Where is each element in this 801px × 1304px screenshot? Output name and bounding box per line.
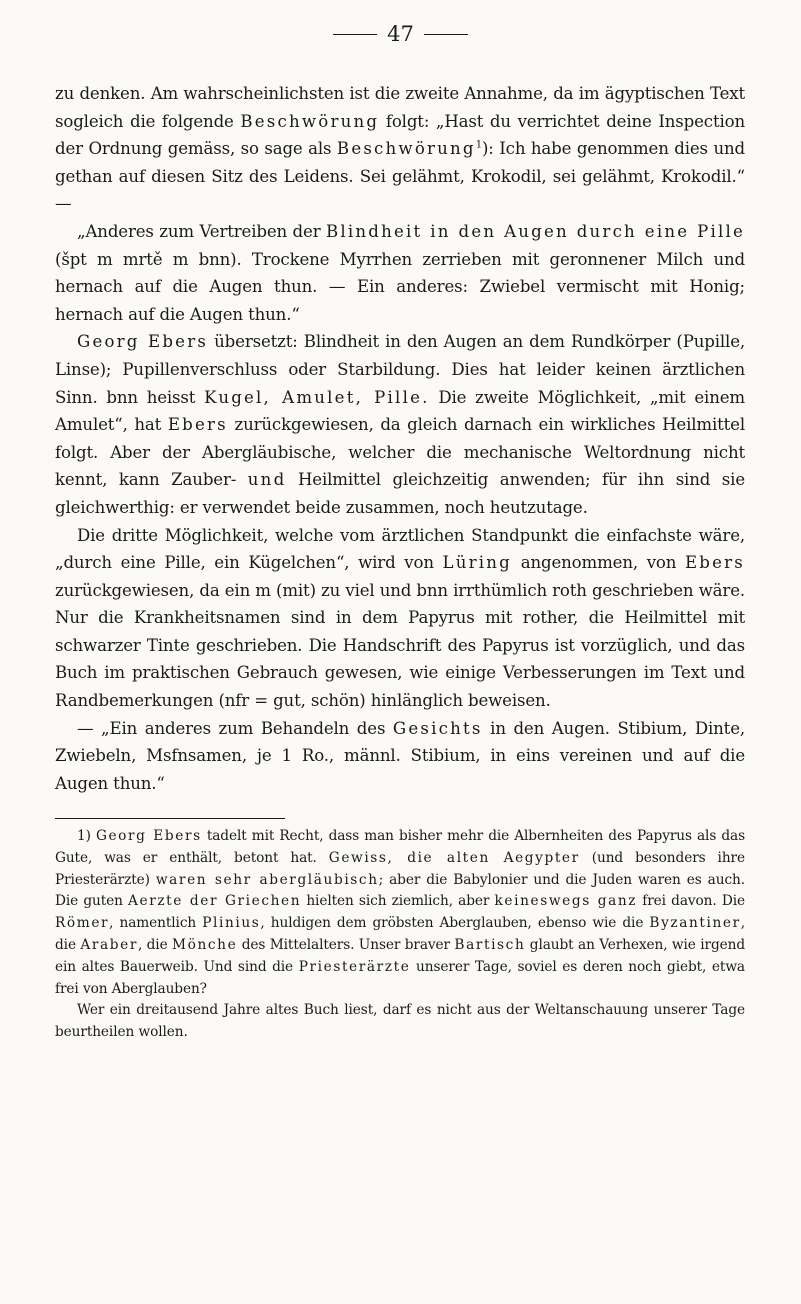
spaced-term: Aerzte der Griechen (128, 893, 302, 910)
text-run: (und besonders ihre Priesterärzte) (55, 849, 745, 888)
footnote-divider (55, 818, 285, 819)
header-dash-right (424, 34, 468, 35)
paragraph-4 (55, 522, 745, 715)
spaced-term: Gewiss, die alten Aegypter (328, 849, 580, 866)
author-name: Georg Ebers (95, 828, 202, 844)
text-run: zurückgewiesen, da ein m (mit) zu viel und bnn irrthümlich roth geschrieben wäre. Nur die Krankheitsnamen sind in dem Papyrus mit rother, die Heilmittel mit schwarzer Tinte geschrieben. Die Handschrift des Papyrus ist vorzüglich, und das Buch im praktischen Gebrauch gewesen, wie einige Verbesserungen im Text und Randbemerkungen (nfr = gut, schön) hinlänglich beweisen. (55, 580, 745, 711)
spaced-term: Beschwörung (240, 111, 380, 131)
page-number: 47 (387, 22, 414, 46)
text-run: ; aber die Babylonier und die Juden waren es auch. Die guten (55, 871, 745, 910)
footnote-number: 1) (77, 828, 96, 844)
text-run: unserer Tage, soviel es deren noch giebt, etwa frei von Aberglauben? (55, 958, 745, 997)
text-run: , die (137, 936, 173, 953)
text-run: , huldigen dem gröbsten Aberglauben, ebenso wie die (260, 915, 650, 932)
text-run: angenommen, von (512, 553, 685, 573)
text-run: hielten sich ziemlich, aber (301, 893, 495, 910)
text-run: zurückgewiesen, da gleich darnach ein wirkliches Heilmittel folgt. Aber der Abergläubische, welcher die mechanische Weltordnung nicht kennt, kann Zauber- (55, 415, 745, 490)
text-run: des Mittelalters. Unser braver (237, 936, 455, 953)
spaced-term: waren sehr abergläubisch (155, 871, 379, 888)
spaced-term: und (247, 470, 287, 490)
spaced-term: Priesterärzte (298, 958, 411, 975)
text-run: folgt: „Hast du verrichtet deine Inspection der Ordnung gemäss, so sage als (55, 111, 745, 159)
spaced-term: Römer (55, 915, 110, 932)
spaced-term: Gesichts (392, 718, 483, 738)
footnote-2: Wer ein dreitausend Jahre altes Buch liest, darf es nicht aus der Weltanschauung unserer Tage beurtheilen wollen. (55, 1002, 745, 1041)
text-run: glaubt an Verhexen, wie irgend ein altes Bauerweib. Und sind die (55, 936, 745, 975)
spaced-term: Beschwörung (336, 139, 476, 159)
spaced-term: keineswegs ganz (494, 893, 638, 910)
main-text (55, 80, 745, 797)
spaced-term: Mönche (172, 936, 238, 953)
text-run: übersetzt: Blindheit in den Augen an dem Rundkörper (Pupille, Linse); Pupillenverschluss oder Starbildung. Dies hat leider keinen ärztlichen Sinn. bnn heisst (55, 332, 745, 407)
text-run: ): Ich habe genommen dies und gethan auf diesen Sitz des Leidens. Sei gelähmt, Krokodil, sei gelähmt, Krokodil.“ — (55, 139, 745, 214)
text-run: Die zweite Möglichkeit, „mit einem Amulet“, hat (55, 387, 745, 435)
text-run: Heilmittel gleichzeitig anwenden; für ihn sind sie gleichwerthig: er verwendet beide zusammen, noch heutzutage. (55, 470, 745, 517)
spaced-term: Byzantiner (649, 915, 741, 932)
page-header (0, 22, 801, 46)
spaced-term: Araber (80, 936, 138, 953)
spaced-term: Blindheit in den Augen durch eine Pille (326, 221, 745, 241)
text-run: (špt m mrtě m bnn). Trockene Myrrhen zerrieben mit geronnener Milch und hernach auf die Augen thun. — Ein anderes: Zwiebel vermischt mit Honig; hernach auf die Augen thun.“ (55, 249, 745, 324)
text-run: in den Augen. Stibium, Dinte, Zwiebeln, Msfnsamen, je 1 Ro., männl. Stibium, in eins vereinen und auf die Augen thun.“ (55, 718, 745, 793)
author-name: Georg Ebers (77, 332, 209, 352)
paragraph-2 (55, 218, 745, 328)
text-run: frei davon. Die (637, 893, 745, 910)
text-run: , die (55, 915, 745, 953)
text-run: , namentlich (109, 915, 203, 932)
footnote-1 (55, 826, 745, 1000)
text-run: tadelt mit Recht, dass man bisher mehr die Albernheiten des Papyrus als das Gute, was er enthält, betont hat. (55, 828, 745, 866)
text-run: zu denken. Am wahrscheinlichsten ist die zweite Annahme, da im ägyptischen Text sogleich die folgende (55, 84, 745, 131)
author-name: Plinius (202, 915, 261, 932)
header-dash-left (333, 34, 377, 35)
author-name: Bartisch (454, 936, 526, 953)
paragraph-3 (55, 328, 745, 521)
author-name: Lüring (442, 553, 513, 573)
author-name: Ebers (684, 553, 745, 573)
text-run: „Anderes zum Vertreiben der (77, 221, 326, 241)
author-name: Ebers (167, 415, 228, 435)
paragraph-5 (55, 715, 745, 798)
footnote-ref: 1 (475, 139, 482, 151)
paragraph-1 (55, 80, 745, 218)
footnotes (55, 826, 745, 1044)
spaced-term: Kugel, Amulet, Pille. (204, 387, 430, 407)
text-run: Die dritte Möglichkeit, welche vom ärztlichen Standpunkt die einfachste wäre, „durch eine Pille, ein Kügelchen“, wird von (55, 525, 745, 573)
text-run: — „Ein anderes zum Behandeln des (77, 718, 393, 738)
